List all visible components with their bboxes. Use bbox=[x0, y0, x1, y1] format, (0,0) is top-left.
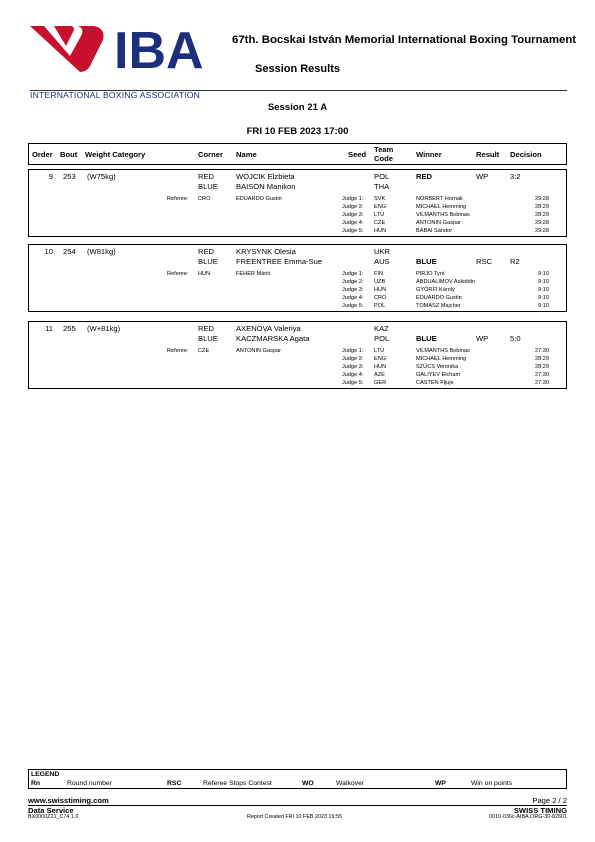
judge-label: Judge 4: bbox=[342, 220, 364, 226]
judge-score: 29:28 bbox=[535, 220, 549, 226]
judge-country: GER bbox=[374, 380, 387, 386]
judge-country: POL bbox=[374, 303, 386, 309]
judge-country: HUN bbox=[374, 228, 387, 234]
report-created: Report Created FRI 10 FEB 2023 19:55 bbox=[247, 814, 342, 820]
col-order: Order bbox=[32, 150, 53, 159]
bout-result: WP bbox=[476, 334, 489, 343]
ref-code: 0010-036c-AIBA.ORG-30-82601 bbox=[489, 814, 567, 820]
bout-number: 254 bbox=[63, 247, 76, 256]
header-divider bbox=[30, 90, 567, 91]
col-weight: Weight Category bbox=[85, 150, 146, 159]
judge-score: 29:28 bbox=[535, 228, 549, 234]
bout-weight: (W81kg) bbox=[87, 247, 116, 256]
judge-label: Judge 2: bbox=[342, 279, 364, 285]
judge-label: Judge 3: bbox=[342, 364, 364, 370]
judge-score: 28:29 bbox=[535, 356, 549, 362]
judge-country: ENG bbox=[374, 204, 387, 210]
bout-decision: 5:0 bbox=[510, 334, 521, 343]
referee-label: Referee: bbox=[167, 271, 189, 277]
col-corner: Corner bbox=[198, 150, 223, 159]
legend-code: RSC bbox=[167, 780, 182, 787]
judge-score: 27:30 bbox=[535, 380, 549, 386]
judge-score: 27:30 bbox=[535, 348, 549, 354]
legend-code: WO bbox=[302, 780, 314, 787]
blue-corner-label: BLUE bbox=[198, 182, 218, 191]
judge-name: NORBERT Hornak bbox=[416, 196, 463, 202]
referee-label: Referee: bbox=[167, 196, 189, 202]
judge-label: Judge 5: bbox=[342, 228, 364, 234]
judge-country: LTU bbox=[374, 348, 385, 354]
legend-text: Win on points bbox=[471, 780, 513, 787]
col-decision: Decision bbox=[510, 150, 542, 159]
logo-text: IBA bbox=[114, 22, 204, 80]
judge-label: Judge 5: bbox=[342, 303, 364, 309]
referee-country: CRO bbox=[198, 196, 211, 202]
judge-label: Judge 4: bbox=[342, 372, 364, 378]
judge-score: 28:29 bbox=[535, 204, 549, 210]
bout-order: 9 bbox=[48, 172, 53, 181]
report-subtitle: Session Results bbox=[255, 63, 340, 75]
blue-boxer-name: BAISON Manikon bbox=[236, 182, 296, 191]
judge-country: ENG bbox=[374, 356, 387, 362]
footer-divider bbox=[28, 805, 567, 806]
judge-label: Judge 2: bbox=[342, 204, 364, 210]
red-corner-label: RED bbox=[198, 172, 215, 181]
bout-result: RSC bbox=[476, 257, 493, 266]
referee-name: ANTONIN Gaspar bbox=[236, 348, 281, 354]
bout-block bbox=[28, 321, 567, 389]
red-team-code: UKR bbox=[374, 247, 391, 256]
judge-score: 9:10 bbox=[538, 287, 549, 293]
bout-decision: 3:2 bbox=[510, 172, 521, 181]
judge-country: CZE bbox=[374, 220, 386, 226]
legend-text: Round number bbox=[67, 780, 112, 787]
blue-boxer-name: FREENTREE Emma-Sue bbox=[236, 257, 323, 266]
judge-name: PIRJO Tyni bbox=[416, 271, 445, 277]
red-corner-label: RED bbox=[198, 247, 215, 256]
swisstiming-link[interactable]: www.swisstiming.com bbox=[28, 796, 109, 805]
col-winner: Winner bbox=[416, 150, 442, 159]
judge-country: HUN bbox=[374, 287, 387, 293]
judge-label: Judge 4: bbox=[342, 295, 364, 301]
col-team-code bbox=[374, 145, 393, 163]
judge-name: VILMANTHS Bobinas bbox=[416, 348, 470, 354]
referee-label: Referee: bbox=[167, 348, 189, 354]
bout-block bbox=[28, 244, 567, 312]
col-result: Result bbox=[476, 150, 500, 159]
judge-country: UZB bbox=[374, 279, 386, 285]
judge-country: HUN bbox=[374, 364, 387, 370]
bout-winner: RED bbox=[416, 172, 433, 181]
judge-score: 9:10 bbox=[538, 295, 549, 301]
judge-score: 28:29 bbox=[535, 364, 549, 370]
judge-label: Judge 1: bbox=[342, 271, 364, 277]
data-service-label: Data Service bbox=[28, 806, 74, 815]
judge-name: EDUARDO Gustin bbox=[416, 295, 462, 301]
judge-name: GYÖRFI Károly bbox=[416, 287, 455, 293]
bout-order: 10 bbox=[44, 247, 53, 256]
session-title: Session 21 A bbox=[267, 102, 328, 113]
col-team-code-1: Team bbox=[374, 145, 394, 154]
referee-country: HUN bbox=[198, 271, 211, 277]
legend-code: Rn bbox=[31, 780, 41, 787]
legend-title: LEGEND bbox=[31, 771, 60, 778]
judge-label: Judge 3: bbox=[342, 212, 364, 218]
judge-score: 28:29 bbox=[535, 212, 549, 218]
col-seed: Seed bbox=[348, 150, 367, 159]
col-team-code-2: Code bbox=[374, 154, 393, 163]
judge-score: 29:28 bbox=[535, 196, 549, 202]
judge-name: MICHAEL Hemming bbox=[416, 204, 467, 210]
referee-name: FEHÉR Márió bbox=[236, 271, 271, 277]
judge-name: VILMANTHS Bobinas bbox=[416, 212, 470, 218]
bout-decision: R2 bbox=[510, 257, 520, 266]
bout-weight: (W+81kg) bbox=[87, 324, 121, 333]
column-header-row bbox=[28, 143, 567, 165]
judge-name: SZŰCS Veronika bbox=[416, 364, 459, 370]
red-boxer-name: AXENOVA Valeriya bbox=[236, 324, 301, 333]
doc-code: BX0000Z21_C74 1.0 bbox=[28, 814, 79, 820]
blue-team-code: THA bbox=[374, 182, 390, 191]
judge-name: MICHAEL Hemming bbox=[416, 356, 467, 362]
judge-country: SVK bbox=[374, 196, 386, 202]
judge-score: 9:10 bbox=[538, 271, 549, 277]
blue-team-code: POL bbox=[374, 334, 390, 343]
red-team-code: KAZ bbox=[374, 324, 389, 333]
judge-name: BABAI Sándor bbox=[416, 228, 453, 234]
judge-label: Judge 3: bbox=[342, 287, 364, 293]
bout-weight: (W75kg) bbox=[87, 172, 116, 181]
swiss-timing-label: SWISS TIMING bbox=[513, 806, 567, 815]
judge-score: 27:30 bbox=[535, 372, 549, 378]
judge-country: CRO bbox=[374, 295, 387, 301]
judge-country: FIN bbox=[374, 271, 384, 277]
tournament-title: 67th. Bocskai István Memorial International Boxing Tournament bbox=[232, 34, 577, 46]
col-name: Name bbox=[236, 150, 257, 159]
judge-label: Judge 1: bbox=[342, 348, 364, 354]
legend-box bbox=[28, 769, 567, 789]
blue-team-code: AUS bbox=[374, 257, 390, 266]
judge-name: TOMASZ Majcher bbox=[416, 303, 461, 309]
bout-winner: BLUE bbox=[416, 334, 437, 343]
blue-corner-label: BLUE bbox=[198, 257, 218, 266]
association-name: INTERNATIONAL BOXING ASSOCIATION bbox=[30, 90, 201, 100]
judge-name: CASTEN Fljuje bbox=[416, 380, 454, 386]
red-corner-label: RED bbox=[198, 324, 215, 333]
judge-country: LTU bbox=[374, 212, 385, 218]
judge-name: GALIYEV Elcham bbox=[416, 372, 461, 378]
judge-name: ANTONIN Gaspar bbox=[416, 220, 461, 226]
judge-label: Judge 5: bbox=[342, 380, 364, 386]
col-bout: Bout bbox=[60, 150, 78, 159]
legend-text: Walkover bbox=[336, 780, 365, 787]
judge-label: Judge 1: bbox=[342, 196, 364, 202]
judge-label: Judge 2: bbox=[342, 356, 364, 362]
referee-country: CZE bbox=[198, 348, 210, 354]
bout-result: WP bbox=[476, 172, 489, 181]
judge-score: 9:10 bbox=[538, 303, 549, 309]
bout-winner: BLUE bbox=[416, 257, 437, 266]
bout-number: 253 bbox=[63, 172, 76, 181]
bout-number: 255 bbox=[63, 324, 76, 333]
session-date: FRI 10 FEB 2023 17:00 bbox=[246, 126, 349, 137]
judge-name: ABDUALIMOV Askiddin bbox=[416, 279, 476, 285]
red-team-code: POL bbox=[374, 172, 390, 181]
red-boxer-name: WÓJCIK Elzbieta bbox=[236, 172, 295, 181]
referee-name: EDUARDO Gustin bbox=[236, 196, 282, 202]
page-number: Page 2 / 2 bbox=[532, 796, 567, 805]
iba-logo bbox=[30, 22, 230, 100]
legend-code: WP bbox=[435, 780, 446, 787]
judge-country: AZE bbox=[374, 372, 385, 378]
judge-score: 9:10 bbox=[538, 279, 549, 285]
blue-corner-label: BLUE bbox=[198, 334, 218, 343]
blue-boxer-name: KACZMARSKA Agata bbox=[236, 334, 310, 343]
legend-text: Referee Stops Contest bbox=[203, 780, 272, 787]
bout-order: 11 bbox=[45, 324, 53, 333]
red-boxer-name: KRYSYNK Olesia bbox=[236, 247, 296, 256]
bout-block bbox=[28, 169, 567, 237]
